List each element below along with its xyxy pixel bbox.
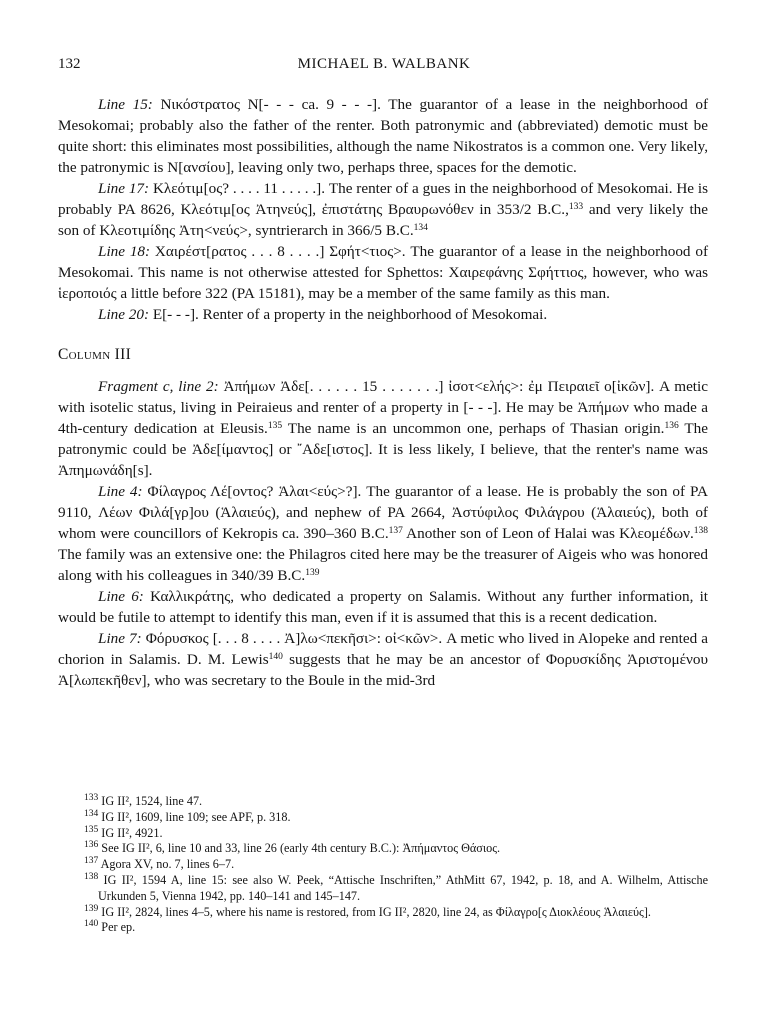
paragraph-line-18: Line 18: Χαιρέστ[ρατος . . . 8 . . . .] Σφήτ<τιος>. The guarantor of a lease in the neighborhood of Mesokomai. This name is not otherwise attested for Sphettos: Χαιρεφάνης Σφήττιος, however, who was ἱεροποιός a little before 322 (PA 15181), may be a member of the same family as this man. [58,243,708,302]
footnote-ref: 134 [413,223,428,233]
footnotes [58,794,708,936]
footnote: $^{138}$ IG II², 1594 A, line 15: see also W. Peek, “Attische Inschriften,” AthMitt 67, 1942, p. 18, and A. Wilhelm, Attische Urkunden 5, Vienna 1942, pp. 140–141 and 145–147. [84,871,709,903]
section-heading: Column III [58,346,132,363]
footnote-ref: 133 [568,202,584,212]
page-number: 132 [58,56,81,72]
footnote-ref: 140 [268,652,283,662]
footnote: $^{134}$ IG II², 1609, line 109; see APF, p. 318. [84,808,291,824]
paragraph-line-4: Line 4: Φίλαγρος Λέ[οντος? Ἁλαι<εύς>?]. The guarantor of a lease. He is probably the son of PA 9110, Λέων Φιλά[γρ]ου (Ἁλαιεύς), and nephew of PA 2664, Ἀστύφιλος Φιλάγρου (Ἁλαιεύς), both of whom were councillors of Kekropis ca. 390–360 B.C.$^{137}$ Another son of Leon of Halai was Κλεομέδων.$^{138}$ The family was an extensive one: the Philagros cited here may be the treasurer of Aigeis who was honored along with his colleagues in 340/39 B.C.$^{139}$ [58,483,709,584]
paragraph-line-7: Line 7: Φόρυσκος [. . . 8 . . . . Ἀ]λω<πεκῆσι>: οἰ<κῶν>. A metic who lived in Alopeke and rented a chorion in Salamis. D. M. Lewis$^{140}$ suggests that he may be an ancestor of Φορυσκίδης Ἀριστομένου Ἀ[λωπεκῆθεν], who was secretary to the Boule in the mid-3rd [58,630,709,689]
paragraph-line-20: Line 20: E[- - -]. Renter of a property in the neighborhood of Mesokomai. [98,306,548,323]
footnote: $^{133}$ IG II², 1524, line 47. [84,793,203,808]
running-title: MICHAEL B. WALBANK [297,56,471,72]
footnote-ref: 139 [305,568,320,578]
footnote: $^{139}$ IG II², 2824, lines 4–5, where his name is restored, from IG II², 2820, line 24, as Φίλαγρο[ς Διοκλέους Ἁλαιεύς]. [84,903,651,919]
footnote-ref: 138 [693,526,708,536]
paragraph-fragment-c: Fragment c, line 2: Ἀπήμων Ἀδε[. . . . . . 15 . . . . . . .] ἰσοτ<ελής>: ἐμ Πειραιεῖ ο[ἰκῶν]. A metic with isotelic status, living in Peiraieus and renter of a property in [- - -]. He may be Ἀπήμων who made a 4th-century dedication at Eleusis.$^{135}$ The name is an uncommon one, perhaps of Thasian origin.$^{136}$ The patronymic could be Ἀδε[ίμαντος] or ῎Αδε[ιστος]. It is less likely, I believe, that the renter's name was Ἀπημωνάδη[s]. [58,378,709,479]
footnote-ref: 136 [664,421,679,431]
footnote-ref: 135 [267,421,283,431]
paragraph-line-17: Line 17: Κλεότιμ[ος? . . . . 11 . . . . .]. The renter of a gues in the neighborhood of Mesokomai. He is probably PA 8626, Κλεότιμ[ος Ἀτηνεύς], ἐπιστάτης Βραυρωνόθεν in 353/2 B.C.,$^{133}$ and very likely the son of Κλεοτιμίδης Ἀτη<νεύς>, syntrierarch in 366/5 B.C.$^{134}$ [58,180,709,239]
paragraph-line-6: Line 6: Καλλικράτης, who dedicated a property on Salamis. Without any further information, it would be futile to attempt to identify this man, even if it is assumed that this is a recent dedication. [58,588,709,626]
footnote: $^{135}$ IG II², 4921. [84,824,163,840]
paragraph-line-15: Line 15: Νικόστρατος N[- - - ca. 9 - - -]. The guarantor of a lease in the neighborhood of Mesokomai; probably also the father of the renter. Both patronymic and (abbreviated) demotic must be quite short: this eliminates most possibilities, although the name Nikostratos is a common one. Very likely, the patronymic is N[ανσίου], leaving only two, perhaps three, spaces for the demotic. [58,96,708,176]
footnote: $^{137}$ Agora XV, no. 7, lines 6–7. [84,856,235,872]
footnote-ref: 137 [388,526,403,536]
page-header [58,56,710,78]
footnote: $^{136}$ See IG II², 6, line 10 and 33, line 26 (early 4th century B.C.): Ἀπήμαντος Θάσιος. [84,840,501,856]
body-text [58,94,708,691]
footnote: $^{140}$ Per ep. [84,919,136,935]
